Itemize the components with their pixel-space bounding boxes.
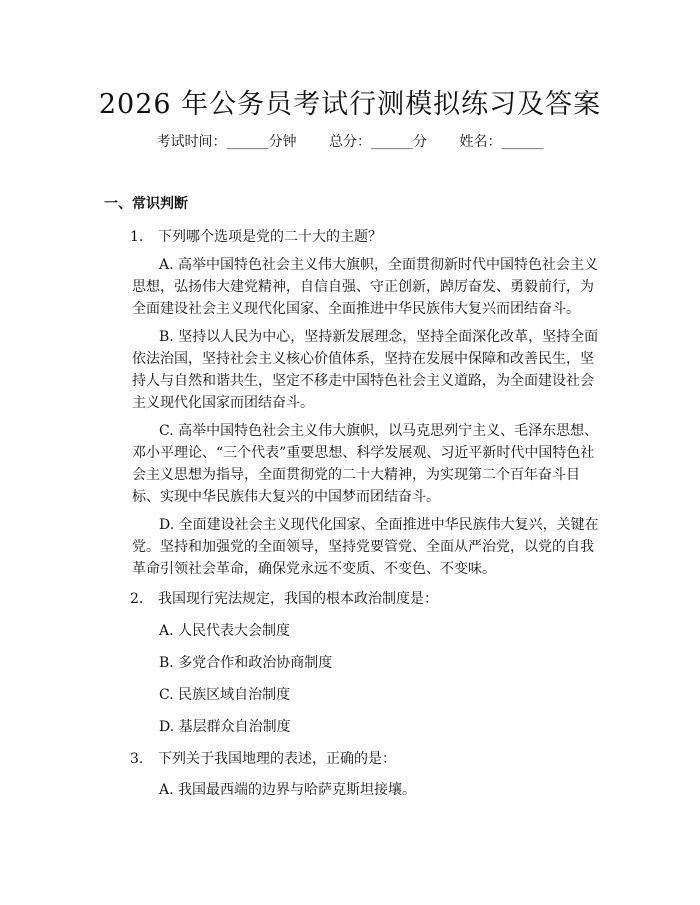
- exam-info-line: [0, 131, 700, 151]
- question-2: [130, 588, 438, 608]
- name-field: 姓名：______: [459, 134, 544, 150]
- question-1-option-b: B. 坚持以人民为中心，坚持新发展理念，坚持全面深化改革，坚持全面依法治国，坚持社会主义核心价值体系，坚持在发展中保障和改善民生，坚持人与自然和谐共生，坚定不移走中国特色社会主义道路，为全面建设社会主义现代化国家而团结奋斗。: [132, 329, 599, 411]
- question-1-option-d: D. 全面建设社会主义现代化国家、全面推进中华民族伟大复兴，关键在党。坚持和加强党的全面领导，坚持党要管党、全面从严治党，以党的自我革命引领社会革命，确保党永远不变质、不变色、不变味。: [132, 517, 599, 577]
- question-2-option-d: D. 基层群众自治制度: [159, 719, 291, 735]
- total-score-field: 总分：______分: [329, 134, 427, 150]
- question-2-option-c: C. 民族区域自治制度: [159, 687, 291, 703]
- question-number: 2.: [130, 591, 144, 607]
- section-heading: 一、常识判断: [104, 196, 188, 212]
- question-1-option-a: A. 高举中国特色社会主义伟大旗帜，全面贯彻新时代中国特色社会主义思想，弘扬伟大建党精神，自信自强、守正创新，踔厉奋发、勇毅前行，为全面建设社会主义现代化国家、全面推进中华民族伟大复兴而团结奋斗。: [132, 257, 599, 317]
- question-2-option-b: B. 多党合作和政治协商制度: [159, 655, 333, 671]
- question-text: 我国现行宪法规定，我国的根本政治制度是：: [158, 591, 438, 607]
- question-text: 下列关于我国地理的表述，正确的是：: [158, 751, 396, 767]
- question-text: 下列哪个选项是党的二十大的主题？: [158, 229, 382, 245]
- question-1-option-c: C. 高举中国特色社会主义伟大旗帜，以马克思列宁主义、毛泽东思想、邓小平理论、“三个代表”重要思想、科学发展观、习近平新时代中国特色社会主义思想为指导，全面贯彻党的二十大精神，为实现第二个百年奋斗目标、实现中华民族伟大复兴的中国梦而团结奋斗。: [132, 423, 599, 505]
- question-number: 3.: [130, 751, 144, 767]
- document-title: 2026 年公务员考试行测模拟练习及答案: [98, 89, 602, 120]
- question-number: 1.: [130, 229, 144, 245]
- question-3: [130, 748, 396, 768]
- exam-time-field: 考试时间：______分钟: [156, 134, 297, 150]
- question-1: [130, 226, 382, 246]
- question-2-option-a: A. 人民代表大会制度: [159, 623, 291, 639]
- question-3-option-a: A. 我国最西端的边界与哈萨克斯坦接壤。: [159, 782, 417, 798]
